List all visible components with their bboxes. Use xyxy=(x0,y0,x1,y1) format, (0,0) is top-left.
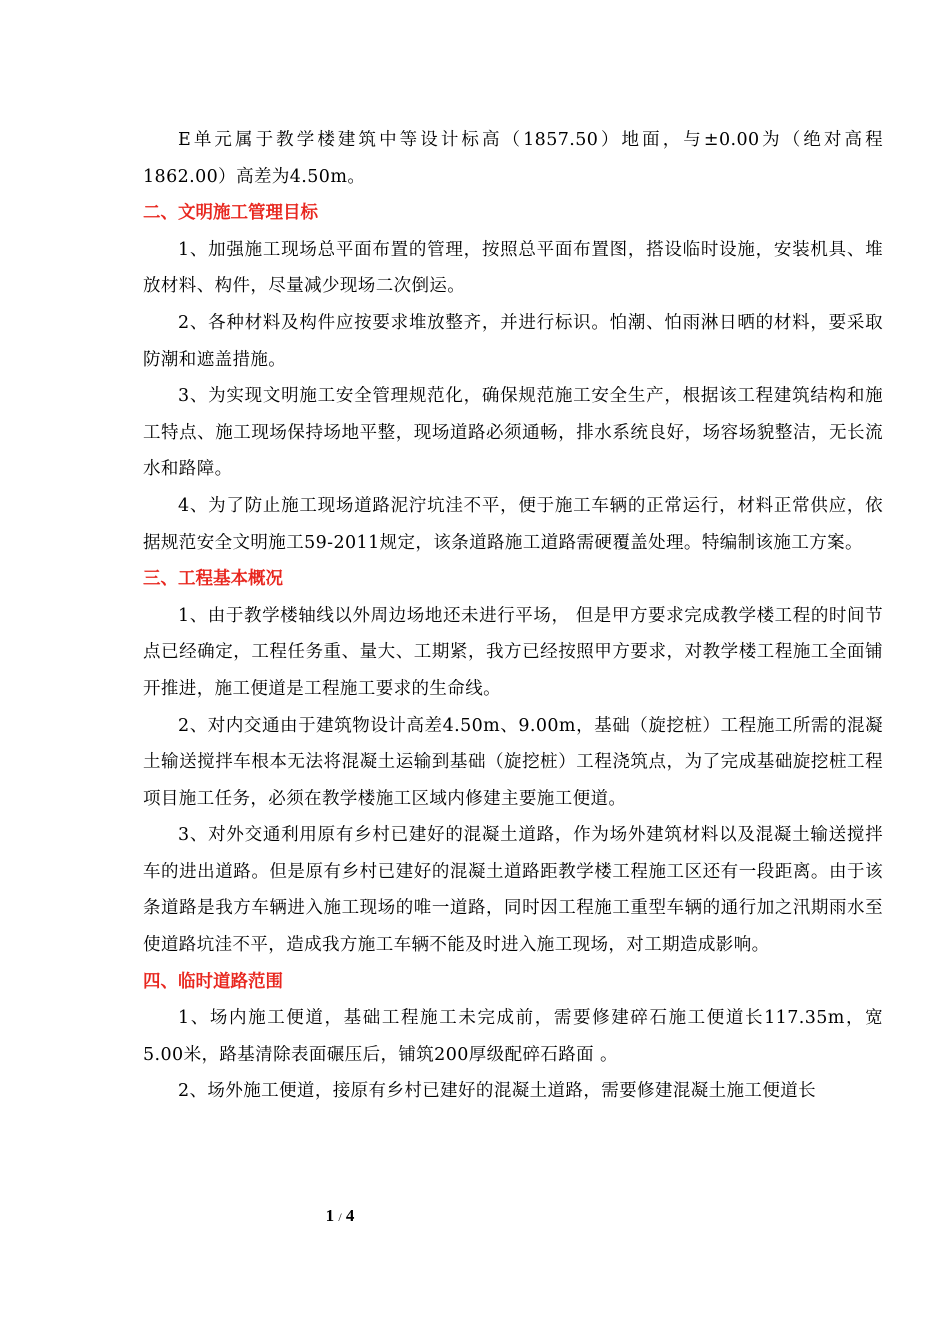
paragraph-intro: E单元属于教学楼建筑中等设计标高（1857.50）地面，与±0.00为（绝对高程1862.00）高差为4.50m。 xyxy=(143,130,883,187)
document-body xyxy=(143,122,883,1110)
total-pages: 4 xyxy=(345,1206,355,1225)
heading-civilized-construction-goals: 二、文明施工管理目标 xyxy=(143,203,318,224)
paragraph-goal-3: 3、为实现文明施工安全管理规范化，确保规范施工安全生产，根据该工程建筑结构和施工特点、施工现场保持场地平整，现场道路必须通畅，排水系统良好，场容场貌整洁，无长流水和路障。 xyxy=(143,386,883,480)
paragraph-overview-3: 3、对外交通利用原有乡村已建好的混凝土道路，作为场外建筑材料以及混凝土输送搅拌车的进出道路。但是原有乡村已建好的混凝土道路距教学楼工程施工区还有一段距离。由于该条道路是我方车辆进入施工现场的唯一道路，同时因工程施工重型车辆的通行加之汛期雨水至使道路坑洼不平，造成我方施工车辆不能及时进入施工现场，对工期造成影响。 xyxy=(143,825,883,956)
heading-project-overview: 三、工程基本概况 xyxy=(143,569,283,590)
page-number xyxy=(0,1206,680,1226)
paragraph-overview-1: 1、由于教学楼轴线以外周边场地还未进行平场， 但是甲方要求完成教学楼工程的时间节点已经确定，工程任务重、量大、工期紧，我方已经按照甲方要求，对教学楼工程施工全面铺开推进，施工便道是工程施工要求的生命线。 xyxy=(143,605,883,699)
heading-temporary-road-scope: 四、临时道路范围 xyxy=(143,971,283,992)
page-separator: / xyxy=(338,1210,342,1224)
paragraph-goal-2: 2、各种材料及构件应按要求堆放整齐，并进行标识。怕潮、怕雨淋日晒的材料，要采取防潮和遮盖措施。 xyxy=(143,312,883,370)
paragraph-scope-2: 2、场外施工便道，接原有乡村已建好的混凝土道路，需要修建混凝土施工便道长 xyxy=(178,1081,817,1102)
paragraph-scope-1: 1、场内施工便道，基础工程施工未完成前，需要修建碎石施工便道长117.35m，宽5.00米，路基清除表面碾压后，铺筑200厚级配碎石路面 。 xyxy=(143,1008,883,1065)
paragraph-goal-1: 1、加强施工现场总平面布置的管理，按照总平面布置图，搭设临时设施，安装机具、堆放材料、构件，尽量减少现场二次倒运。 xyxy=(143,239,883,297)
paragraph-overview-2: 2、对内交通由于建筑物设计高差4.50m、9.00m，基础（旋挖桩）工程施工所需的混凝土输送搅拌车根本无法将混凝土运输到基础（旋挖桩）工程浇筑点，为了完成基础旋挖桩工程项目施工任务，必须在教学楼施工区域内修建主要施工便道。 xyxy=(143,715,883,809)
current-page: 1 xyxy=(325,1206,335,1225)
paragraph-goal-4: 4、为了防止施工现场道路泥泞坑洼不平，便于施工车辆的正常运行，材料正常供应，依据规范安全文明施工59-2011规定，该条道路施工道路需硬覆盖处理。特编制该施工方案。 xyxy=(143,495,883,553)
